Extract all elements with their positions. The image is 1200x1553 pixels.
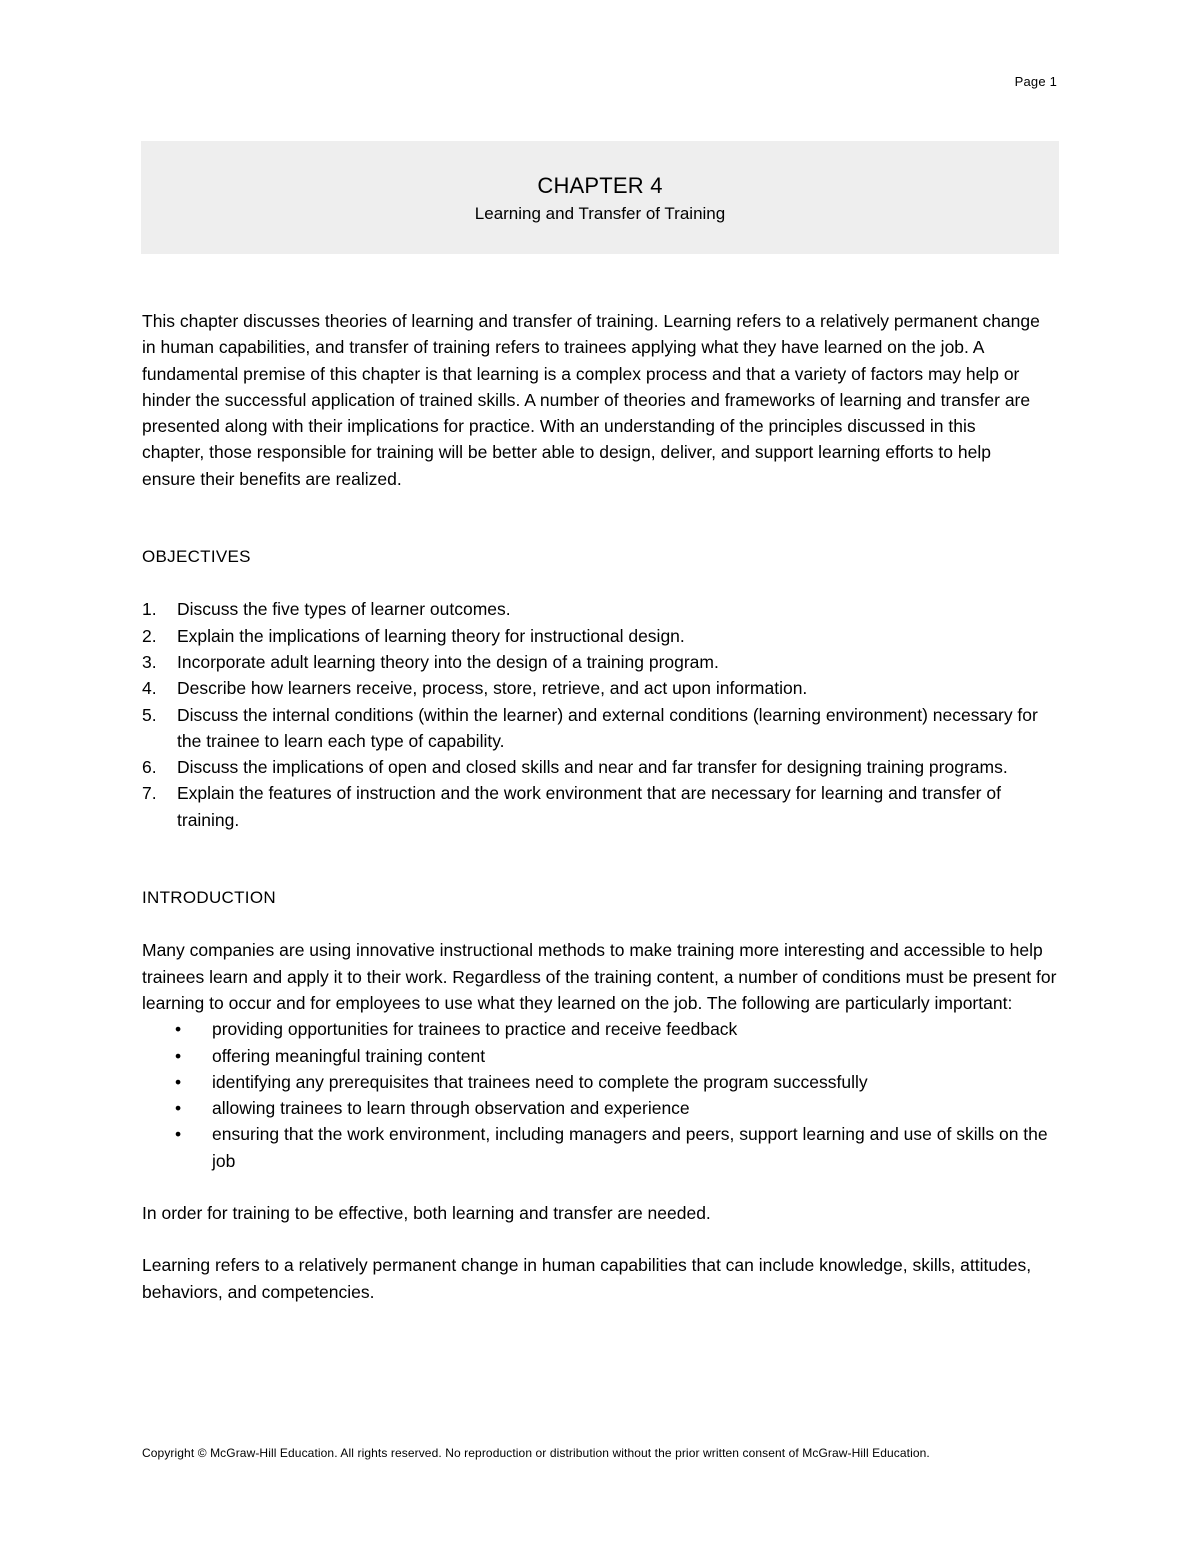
objective-text: Discuss the five types of learner outcomes. (177, 599, 511, 620)
objective-text: Discuss the implications of open and closed skills and near and far transfer for designing training programs. (177, 757, 1008, 778)
objective-number: 5. (142, 704, 157, 725)
chapter-header (141, 141, 1059, 254)
objective-text: Describe how learners receive, process, store, retrieve, and act upon information. (177, 678, 808, 699)
objective-text: Explain the features of instruction and the work environment that are necessary for learning and transfer of training. (177, 783, 1001, 830)
bullet-icon: • (175, 1098, 182, 1119)
objective-item (142, 675, 1062, 701)
bullet-text: identifying any prerequisites that trainees need to complete the program successfully (212, 1071, 868, 1092)
bullet-text: ensuring that the work environment, including managers and peers, support learning and use of skills on the job (212, 1124, 1048, 1171)
bullet-icon: • (175, 1071, 182, 1092)
bullet-item (142, 1121, 1062, 1174)
bullet-text: offering meaningful training content (212, 1045, 486, 1066)
objective-number: 7. (142, 783, 157, 804)
objective-item (142, 649, 1062, 675)
bullet-item (142, 1095, 1062, 1121)
chapter-intro-paragraph: This chapter discusses theories of learning and transfer of training. Learning refers to a relatively permanent change in human capabilities, and transfer of training refers to trainees applying what they have learned on the job. A fundamental premise of this chapter is that learning is a complex process and that a variety of factors may help or hinder the successful application of trained skills. A number of theories and frameworks of learning and transfer are presented along with their implications for practice. With an understanding of the principles discussed in this chapter, those responsible for training will be better able to design, deliver, and support learning efforts to help ensure their benefits are realized. (142, 311, 1040, 489)
copyright-footer: Copyright © McGraw-Hill Education. All rights reserved. No reproduction or distribution without the prior written consent of McGraw-Hill Education. (142, 1446, 930, 1460)
bullet-text: allowing trainees to learn through observation and experience (212, 1098, 690, 1119)
conditions-bullet-list (142, 1016, 1062, 1174)
bullet-item (142, 1016, 1062, 1042)
objectives-heading: OBJECTIVES (142, 547, 251, 567)
bullet-text: providing opportunities for trainees to practice and receive feedback (212, 1019, 738, 1040)
objective-text: Incorporate adult learning theory into the design of a training program. (177, 651, 719, 672)
objective-item (142, 780, 1062, 833)
bullet-icon: • (175, 1045, 182, 1066)
chapter-title: CHAPTER 4 (537, 173, 663, 198)
objective-item (142, 623, 1062, 649)
chapter-content (142, 308, 1062, 1305)
objective-text: Explain the implications of learning theory for instructional design. (177, 625, 685, 646)
page-number: Page 1 (1014, 74, 1057, 89)
bullet-icon: • (175, 1124, 182, 1145)
objective-number: 4. (142, 678, 157, 699)
objective-number: 1. (142, 599, 157, 620)
objective-item (142, 754, 1062, 780)
bullet-item (142, 1069, 1062, 1095)
objectives-list (142, 596, 1062, 833)
objective-item (142, 596, 1062, 622)
objective-text: Discuss the internal conditions (within the learner) and external conditions (learning environment) necessary for the trainee to learn each type of capability. (177, 704, 1038, 751)
chapter-subtitle: Learning and Transfer of Training (474, 204, 726, 223)
learning-definition-paragraph: Learning refers to a relatively permanent change in human capabilities that can include knowledge, skills, attitudes, behaviors, and competencies. (142, 1255, 1032, 1302)
objective-number: 3. (142, 651, 157, 672)
introduction-heading: INTRODUCTION (142, 888, 276, 908)
introduction-paragraph: Many companies are using innovative instructional methods to make training more interesting and accessible to help trainees learn and apply it to their work. Regardless of the training content, a number of conditions must be present for learning to occur and for employees to use what they learned on the job. The following are particularly important: (142, 940, 1057, 1013)
bullet-icon: • (175, 1019, 182, 1040)
objective-number: 6. (142, 757, 157, 778)
effectiveness-paragraph: In order for training to be effective, both learning and transfer are needed. (142, 1203, 711, 1224)
objective-number: 2. (142, 625, 157, 646)
objective-item (142, 702, 1062, 755)
bullet-item (142, 1043, 1062, 1069)
